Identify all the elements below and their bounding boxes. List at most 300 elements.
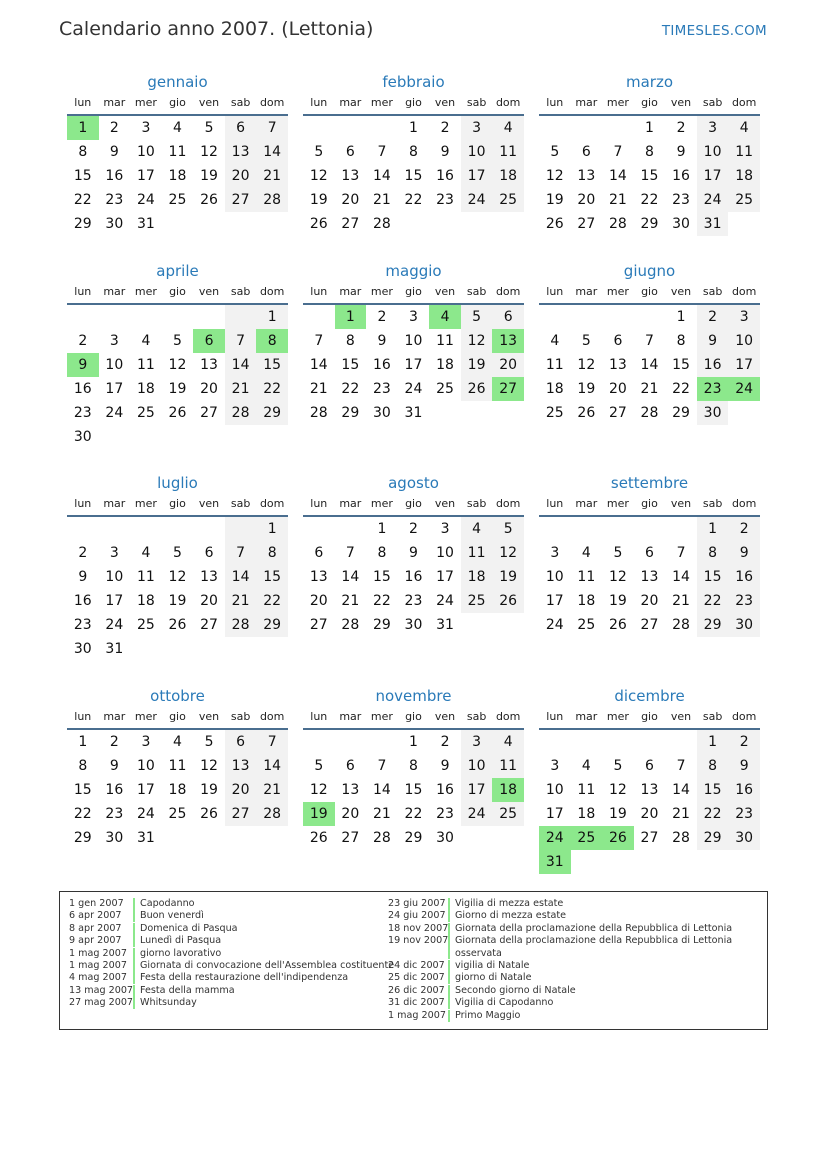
day-cell[interactable]: 7 xyxy=(613,144,623,160)
day-cell[interactable]: 25 xyxy=(492,188,524,212)
day-cell[interactable]: 5 xyxy=(204,120,214,136)
day-cell[interactable]: 23 xyxy=(728,802,760,826)
day-cell[interactable]: 12 xyxy=(545,168,564,184)
day-cell[interactable]: 3 xyxy=(409,309,418,325)
day-cell[interactable]: 10 xyxy=(461,140,493,164)
day-cell[interactable]: 2 xyxy=(409,521,418,537)
day-cell[interactable]: 6 xyxy=(581,144,591,160)
day-cell[interactable]: 3 xyxy=(440,521,450,537)
day-cell[interactable]: 25 xyxy=(436,381,454,397)
day-cell[interactable]: 13 xyxy=(200,569,218,585)
day-cell[interactable]: 15 xyxy=(372,569,391,585)
day-cell[interactable]: 7 xyxy=(256,730,288,754)
day-cell[interactable]: 14 xyxy=(256,140,288,164)
day-cell[interactable]: 9 xyxy=(377,333,387,349)
day-cell[interactable]: 9 xyxy=(109,758,119,774)
day-cell[interactable]: 4 xyxy=(550,333,560,349)
holiday-day-cell[interactable]: 25 xyxy=(571,826,603,850)
day-cell[interactable]: 16 xyxy=(105,782,124,798)
day-cell[interactable]: 17 xyxy=(136,782,155,798)
day-cell[interactable]: 27 xyxy=(608,405,627,421)
day-cell[interactable]: 13 xyxy=(608,357,627,373)
day-cell[interactable]: 15 xyxy=(404,168,423,184)
day-cell[interactable]: 14 xyxy=(341,569,360,585)
day-cell[interactable]: 18 xyxy=(728,164,760,188)
day-cell[interactable]: 31 xyxy=(136,216,155,232)
day-cell[interactable]: 26 xyxy=(608,617,627,633)
day-cell[interactable]: 27 xyxy=(225,802,257,826)
day-cell[interactable]: 6 xyxy=(314,545,324,561)
day-cell[interactable]: 9 xyxy=(728,754,760,778)
day-cell[interactable]: 17 xyxy=(136,168,155,184)
day-cell[interactable]: 5 xyxy=(173,333,182,349)
day-cell[interactable]: 15 xyxy=(697,565,729,589)
holiday-day-cell[interactable]: 27 xyxy=(492,377,524,401)
day-cell[interactable]: 30 xyxy=(73,641,92,657)
day-cell[interactable]: 1 xyxy=(645,120,654,136)
day-cell[interactable]: 6 xyxy=(345,144,355,160)
day-cell[interactable]: 24 xyxy=(697,188,729,212)
day-cell[interactable]: 28 xyxy=(372,830,391,846)
day-cell[interactable]: 8 xyxy=(78,144,88,160)
day-cell[interactable]: 1 xyxy=(256,305,288,329)
day-cell[interactable]: 17 xyxy=(461,164,493,188)
day-cell[interactable]: 1 xyxy=(676,309,686,325)
day-cell[interactable]: 1 xyxy=(256,517,288,541)
day-cell[interactable]: 18 xyxy=(492,164,524,188)
day-cell[interactable]: 22 xyxy=(404,192,423,208)
day-cell[interactable]: 28 xyxy=(608,216,627,232)
day-cell[interactable]: 3 xyxy=(697,116,729,140)
day-cell[interactable]: 24 xyxy=(404,381,423,397)
day-cell[interactable]: 16 xyxy=(697,353,729,377)
day-cell[interactable]: 3 xyxy=(550,758,560,774)
day-cell[interactable]: 13 xyxy=(640,782,659,798)
day-cell[interactable]: 7 xyxy=(256,116,288,140)
day-cell[interactable]: 28 xyxy=(225,613,257,637)
day-cell[interactable]: 11 xyxy=(577,569,596,585)
day-cell[interactable]: 19 xyxy=(461,353,493,377)
day-cell[interactable]: 9 xyxy=(440,144,450,160)
day-cell[interactable]: 11 xyxy=(492,754,524,778)
day-cell[interactable]: 14 xyxy=(225,565,257,589)
day-cell[interactable]: 14 xyxy=(256,754,288,778)
day-cell[interactable]: 4 xyxy=(492,730,524,754)
holiday-day-cell[interactable]: 26 xyxy=(602,826,634,850)
day-cell[interactable]: 12 xyxy=(608,782,627,798)
holiday-day-cell[interactable]: 31 xyxy=(539,850,571,874)
day-cell[interactable]: 9 xyxy=(697,329,729,353)
day-cell[interactable]: 20 xyxy=(200,381,218,397)
day-cell[interactable]: 23 xyxy=(672,192,690,208)
day-cell[interactable]: 16 xyxy=(672,168,690,184)
day-cell[interactable]: 20 xyxy=(225,778,257,802)
day-cell[interactable]: 15 xyxy=(256,565,288,589)
day-cell[interactable]: 22 xyxy=(256,377,288,401)
day-cell[interactable]: 1 xyxy=(697,730,729,754)
holiday-day-cell[interactable]: 19 xyxy=(303,802,335,826)
day-cell[interactable]: 29 xyxy=(697,613,729,637)
day-cell[interactable]: 5 xyxy=(550,144,560,160)
day-cell[interactable]: 5 xyxy=(204,734,214,750)
day-cell[interactable]: 19 xyxy=(168,381,187,397)
day-cell[interactable]: 10 xyxy=(697,140,729,164)
day-cell[interactable]: 30 xyxy=(728,826,760,850)
day-cell[interactable]: 7 xyxy=(377,144,387,160)
day-cell[interactable]: 12 xyxy=(608,569,627,585)
day-cell[interactable]: 12 xyxy=(200,144,218,160)
day-cell[interactable]: 28 xyxy=(225,401,257,425)
day-cell[interactable]: 27 xyxy=(225,188,257,212)
day-cell[interactable]: 18 xyxy=(577,593,596,609)
day-cell[interactable]: 16 xyxy=(436,168,454,184)
day-cell[interactable]: 15 xyxy=(341,357,360,373)
day-cell[interactable]: 30 xyxy=(728,613,760,637)
day-cell[interactable]: 10 xyxy=(105,357,124,373)
day-cell[interactable]: 23 xyxy=(372,381,391,397)
day-cell[interactable]: 13 xyxy=(577,168,596,184)
day-cell[interactable]: 29 xyxy=(672,405,690,421)
day-cell[interactable]: 12 xyxy=(492,541,524,565)
day-cell[interactable]: 9 xyxy=(78,569,88,585)
day-cell[interactable]: 29 xyxy=(256,401,288,425)
day-cell[interactable]: 22 xyxy=(697,589,729,613)
day-cell[interactable]: 15 xyxy=(697,778,729,802)
day-cell[interactable]: 1 xyxy=(377,521,387,537)
day-cell[interactable]: 2 xyxy=(440,734,450,750)
day-cell[interactable]: 16 xyxy=(728,778,760,802)
day-cell[interactable]: 15 xyxy=(640,168,659,184)
day-cell[interactable]: 22 xyxy=(697,802,729,826)
day-cell[interactable]: 16 xyxy=(372,357,391,373)
day-cell[interactable]: 20 xyxy=(225,164,257,188)
day-cell[interactable]: 1 xyxy=(697,517,729,541)
day-cell[interactable]: 10 xyxy=(136,758,155,774)
day-cell[interactable]: 27 xyxy=(200,405,218,421)
day-cell[interactable]: 7 xyxy=(225,329,257,353)
day-cell[interactable]: 30 xyxy=(697,401,729,425)
day-cell[interactable]: 3 xyxy=(141,734,151,750)
day-cell[interactable]: 7 xyxy=(377,758,387,774)
day-cell[interactable]: 6 xyxy=(645,758,654,774)
day-cell[interactable]: 24 xyxy=(136,192,155,208)
day-cell[interactable]: 4 xyxy=(173,120,182,136)
day-cell[interactable]: 14 xyxy=(372,782,391,798)
day-cell[interactable]: 4 xyxy=(173,734,182,750)
day-cell[interactable]: 24 xyxy=(461,188,493,212)
day-cell[interactable]: 17 xyxy=(105,381,124,397)
day-cell[interactable]: 20 xyxy=(577,192,596,208)
day-cell[interactable]: 19 xyxy=(608,806,627,822)
day-cell[interactable]: 27 xyxy=(577,216,596,232)
day-cell[interactable]: 11 xyxy=(492,140,524,164)
day-cell[interactable]: 10 xyxy=(545,569,564,585)
day-cell[interactable]: 26 xyxy=(577,405,596,421)
day-cell[interactable]: 3 xyxy=(109,545,119,561)
day-cell[interactable]: 17 xyxy=(697,164,729,188)
day-cell[interactable]: 4 xyxy=(581,545,591,561)
day-cell[interactable]: 19 xyxy=(200,782,218,798)
day-cell[interactable]: 15 xyxy=(73,782,92,798)
day-cell[interactable]: 10 xyxy=(436,545,454,561)
day-cell[interactable]: 7 xyxy=(345,545,355,561)
day-cell[interactable]: 8 xyxy=(377,545,387,561)
day-cell[interactable]: 25 xyxy=(492,802,524,826)
holiday-day-cell[interactable]: 4 xyxy=(429,305,461,329)
holiday-day-cell[interactable]: 24 xyxy=(539,826,571,850)
day-cell[interactable]: 16 xyxy=(73,593,92,609)
day-cell[interactable]: 4 xyxy=(141,545,151,561)
day-cell[interactable]: 22 xyxy=(640,192,659,208)
day-cell[interactable]: 6 xyxy=(225,116,257,140)
day-cell[interactable]: 21 xyxy=(256,164,288,188)
day-cell[interactable]: 26 xyxy=(200,192,218,208)
day-cell[interactable]: 26 xyxy=(492,589,524,613)
day-cell[interactable]: 6 xyxy=(345,758,355,774)
day-cell[interactable]: 15 xyxy=(256,353,288,377)
day-cell[interactable]: 2 xyxy=(78,333,88,349)
day-cell[interactable]: 13 xyxy=(225,754,257,778)
holiday-day-cell[interactable]: 6 xyxy=(193,329,225,353)
day-cell[interactable]: 3 xyxy=(461,730,493,754)
day-cell[interactable]: 20 xyxy=(200,593,218,609)
day-cell[interactable]: 9 xyxy=(676,144,686,160)
day-cell[interactable]: 29 xyxy=(404,830,423,846)
day-cell[interactable]: 30 xyxy=(105,830,124,846)
day-cell[interactable]: 25 xyxy=(136,617,155,633)
day-cell[interactable]: 2 xyxy=(109,120,119,136)
day-cell[interactable]: 3 xyxy=(141,120,151,136)
day-cell[interactable]: 16 xyxy=(404,569,423,585)
day-cell[interactable]: 5 xyxy=(461,305,493,329)
day-cell[interactable]: 30 xyxy=(73,429,92,445)
day-cell[interactable]: 3 xyxy=(550,545,560,561)
day-cell[interactable]: 16 xyxy=(105,168,124,184)
day-cell[interactable]: 23 xyxy=(73,405,92,421)
day-cell[interactable]: 1 xyxy=(409,120,418,136)
day-cell[interactable]: 3 xyxy=(461,116,493,140)
day-cell[interactable]: 21 xyxy=(225,589,257,613)
day-cell[interactable]: 11 xyxy=(168,144,187,160)
day-cell[interactable]: 14 xyxy=(608,168,627,184)
day-cell[interactable]: 25 xyxy=(168,192,187,208)
day-cell[interactable]: 8 xyxy=(676,333,686,349)
day-cell[interactable]: 21 xyxy=(672,806,690,822)
day-cell[interactable]: 28 xyxy=(341,617,360,633)
day-cell[interactable]: 23 xyxy=(436,192,454,208)
day-cell[interactable]: 13 xyxy=(309,569,328,585)
day-cell[interactable]: 12 xyxy=(168,569,187,585)
day-cell[interactable]: 28 xyxy=(672,830,690,846)
day-cell[interactable]: 6 xyxy=(645,545,654,561)
day-cell[interactable]: 5 xyxy=(581,333,591,349)
day-cell[interactable]: 11 xyxy=(461,541,493,565)
holiday-day-cell[interactable]: 1 xyxy=(335,305,367,329)
day-cell[interactable]: 4 xyxy=(141,333,151,349)
day-cell[interactable]: 31 xyxy=(697,212,729,236)
day-cell[interactable]: 23 xyxy=(436,806,454,822)
day-cell[interactable]: 14 xyxy=(640,357,659,373)
day-cell[interactable]: 10 xyxy=(461,754,493,778)
day-cell[interactable]: 4 xyxy=(728,116,760,140)
day-cell[interactable]: 21 xyxy=(608,192,627,208)
day-cell[interactable]: 6 xyxy=(613,333,623,349)
day-cell[interactable]: 14 xyxy=(309,357,328,373)
day-cell[interactable]: 5 xyxy=(173,545,182,561)
day-cell[interactable]: 18 xyxy=(436,357,454,373)
day-cell[interactable]: 25 xyxy=(545,405,564,421)
day-cell[interactable]: 17 xyxy=(436,569,454,585)
day-cell[interactable]: 30 xyxy=(404,617,423,633)
day-cell[interactable]: 14 xyxy=(372,168,391,184)
day-cell[interactable]: 5 xyxy=(613,758,623,774)
day-cell[interactable]: 9 xyxy=(728,541,760,565)
day-cell[interactable]: 20 xyxy=(640,593,659,609)
day-cell[interactable]: 18 xyxy=(577,806,596,822)
day-cell[interactable]: 6 xyxy=(492,305,524,329)
day-cell[interactable]: 19 xyxy=(608,593,627,609)
holiday-day-cell[interactable]: 23 xyxy=(697,377,729,401)
day-cell[interactable]: 27 xyxy=(640,617,659,633)
day-cell[interactable]: 19 xyxy=(200,168,218,184)
day-cell[interactable]: 9 xyxy=(109,144,119,160)
day-cell[interactable]: 10 xyxy=(545,782,564,798)
day-cell[interactable]: 26 xyxy=(168,405,187,421)
day-cell[interactable]: 10 xyxy=(404,333,423,349)
day-cell[interactable]: 8 xyxy=(697,754,729,778)
day-cell[interactable]: 29 xyxy=(697,826,729,850)
day-cell[interactable]: 3 xyxy=(109,333,119,349)
day-cell[interactable]: 8 xyxy=(345,333,355,349)
day-cell[interactable]: 18 xyxy=(461,565,493,589)
day-cell[interactable]: 19 xyxy=(168,593,187,609)
brand-logo-text[interactable]: TIMESLES.COM xyxy=(661,23,767,39)
day-cell[interactable]: 31 xyxy=(105,641,124,657)
day-cell[interactable]: 8 xyxy=(256,541,288,565)
day-cell[interactable]: 24 xyxy=(545,617,564,633)
day-cell[interactable]: 31 xyxy=(436,617,454,633)
day-cell[interactable]: 5 xyxy=(314,758,324,774)
day-cell[interactable]: 11 xyxy=(136,357,155,373)
day-cell[interactable]: 24 xyxy=(436,593,454,609)
day-cell[interactable]: 29 xyxy=(372,617,391,633)
day-cell[interactable]: 27 xyxy=(309,617,328,633)
day-cell[interactable]: 7 xyxy=(225,541,257,565)
day-cell[interactable]: 11 xyxy=(545,357,564,373)
day-cell[interactable]: 13 xyxy=(200,357,218,373)
day-cell[interactable]: 26 xyxy=(200,806,218,822)
holiday-day-cell[interactable]: 18 xyxy=(492,778,524,802)
day-cell[interactable]: 24 xyxy=(105,617,124,633)
day-cell[interactable]: 27 xyxy=(640,830,659,846)
day-cell[interactable]: 10 xyxy=(105,569,124,585)
day-cell[interactable]: 8 xyxy=(409,758,418,774)
day-cell[interactable]: 9 xyxy=(440,758,450,774)
day-cell[interactable]: 13 xyxy=(341,782,360,798)
day-cell[interactable]: 13 xyxy=(225,140,257,164)
holiday-day-cell[interactable]: 9 xyxy=(67,353,99,377)
day-cell[interactable]: 22 xyxy=(672,381,690,397)
day-cell[interactable]: 22 xyxy=(341,381,360,397)
day-cell[interactable]: 11 xyxy=(136,569,155,585)
day-cell[interactable]: 23 xyxy=(105,192,124,208)
day-cell[interactable]: 9 xyxy=(409,545,418,561)
day-cell[interactable]: 11 xyxy=(728,140,760,164)
day-cell[interactable]: 2 xyxy=(377,309,387,325)
day-cell[interactable]: 10 xyxy=(136,144,155,160)
day-cell[interactable]: 28 xyxy=(640,405,659,421)
day-cell[interactable]: 2 xyxy=(440,120,450,136)
day-cell[interactable]: 16 xyxy=(728,565,760,589)
day-cell[interactable]: 2 xyxy=(697,305,729,329)
day-cell[interactable]: 17 xyxy=(728,353,760,377)
day-cell[interactable]: 31 xyxy=(404,405,423,421)
day-cell[interactable]: 30 xyxy=(372,405,391,421)
day-cell[interactable]: 15 xyxy=(672,357,690,373)
day-cell[interactable]: 12 xyxy=(309,168,328,184)
day-cell[interactable]: 28 xyxy=(256,188,288,212)
day-cell[interactable]: 24 xyxy=(105,405,124,421)
day-cell[interactable]: 26 xyxy=(309,830,328,846)
day-cell[interactable]: 17 xyxy=(545,593,564,609)
day-cell[interactable]: 21 xyxy=(341,593,360,609)
day-cell[interactable]: 12 xyxy=(309,782,328,798)
day-cell[interactable]: 22 xyxy=(372,593,391,609)
day-cell[interactable]: 18 xyxy=(545,381,564,397)
day-cell[interactable]: 5 xyxy=(492,517,524,541)
day-cell[interactable]: 11 xyxy=(168,758,187,774)
day-cell[interactable]: 3 xyxy=(728,305,760,329)
day-cell[interactable]: 25 xyxy=(168,806,187,822)
day-cell[interactable]: 29 xyxy=(341,405,360,421)
day-cell[interactable]: 11 xyxy=(436,333,454,349)
day-cell[interactable]: 16 xyxy=(436,782,454,798)
day-cell[interactable]: 7 xyxy=(676,758,686,774)
day-cell[interactable]: 20 xyxy=(341,806,360,822)
day-cell[interactable]: 17 xyxy=(461,778,493,802)
day-cell[interactable]: 2 xyxy=(676,120,686,136)
day-cell[interactable]: 7 xyxy=(676,545,686,561)
day-cell[interactable]: 4 xyxy=(461,517,493,541)
day-cell[interactable]: 14 xyxy=(672,782,690,798)
day-cell[interactable]: 17 xyxy=(404,357,423,373)
day-cell[interactable]: 26 xyxy=(309,216,328,232)
day-cell[interactable]: 30 xyxy=(436,830,454,846)
day-cell[interactable]: 27 xyxy=(341,830,360,846)
day-cell[interactable]: 19 xyxy=(309,192,328,208)
holiday-day-cell[interactable]: 13 xyxy=(492,329,524,353)
day-cell[interactable]: 19 xyxy=(577,381,596,397)
day-cell[interactable]: 29 xyxy=(256,613,288,637)
day-cell[interactable]: 27 xyxy=(200,617,218,633)
day-cell[interactable]: 20 xyxy=(309,593,328,609)
day-cell[interactable]: 28 xyxy=(372,216,391,232)
day-cell[interactable]: 29 xyxy=(73,216,92,232)
day-cell[interactable]: 10 xyxy=(728,329,760,353)
day-cell[interactable]: 13 xyxy=(640,569,659,585)
day-cell[interactable]: 2 xyxy=(78,545,88,561)
day-cell[interactable]: 8 xyxy=(409,144,418,160)
day-cell[interactable]: 2 xyxy=(109,734,119,750)
day-cell[interactable]: 11 xyxy=(577,782,596,798)
day-cell[interactable]: 26 xyxy=(461,377,493,401)
day-cell[interactable]: 18 xyxy=(168,782,187,798)
day-cell[interactable]: 28 xyxy=(309,405,328,421)
day-cell[interactable]: 1 xyxy=(409,734,418,750)
day-cell[interactable]: 31 xyxy=(136,830,155,846)
day-cell[interactable]: 20 xyxy=(341,192,360,208)
day-cell[interactable]: 4 xyxy=(581,758,591,774)
